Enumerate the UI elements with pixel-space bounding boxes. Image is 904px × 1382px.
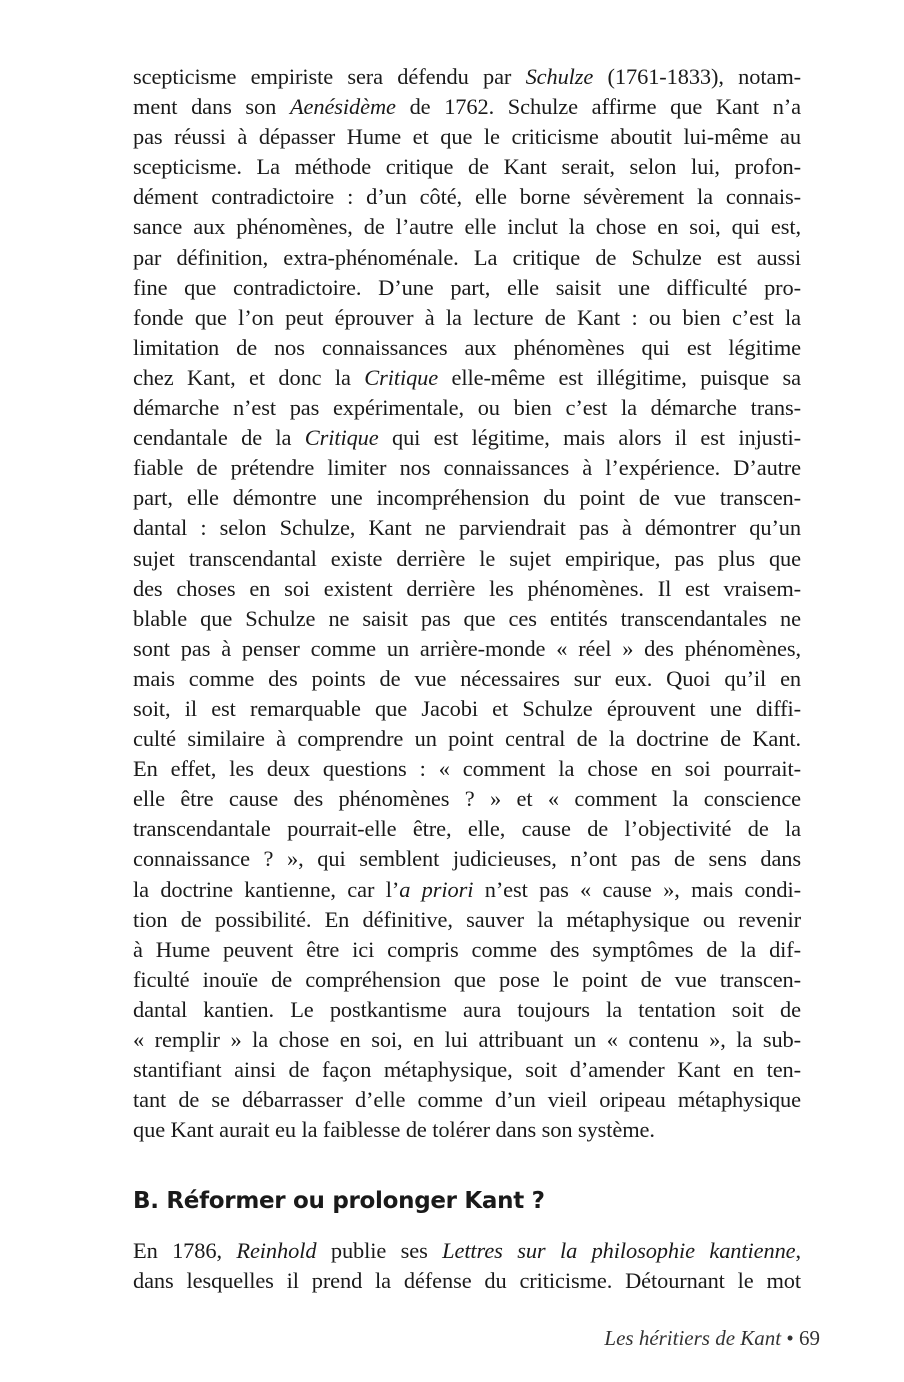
- running-title: Les héritiers de Kant: [604, 1326, 782, 1350]
- section-heading: B. Réformer ou prolonger Kant ?: [133, 1188, 545, 1214]
- text-line: tant de se débarrasser d’elle comme d’un vieil oripeau métaphysique: [133, 1087, 801, 1113]
- text-line: dément contradictoire : d’un côté, elle borne sévèrement la connais-: [133, 184, 801, 210]
- second-paragraph: [133, 1236, 801, 1296]
- text-line: pas réussi à dépasser Hume et que le criticisme aboutit lui-même au: [133, 124, 801, 150]
- text-line: stantifiant ainsi de façon métaphysique, soit d’amender Kant en ten-: [133, 1057, 801, 1083]
- text-line: sujet transcendantal existe derrière le sujet empirique, pas plus que: [133, 545, 801, 571]
- text-line: « remplir » la chose en soi, en lui attribuant un « contenu », la sub-: [133, 1027, 801, 1052]
- text-line: fine que contradictoire. D’une part, elle saisit une difficulté pro-: [133, 274, 801, 300]
- text-line: soit, il est remarquable que Jacobi et Schulze éprouvent une diffi-: [133, 695, 801, 721]
- text-line: elle être cause des phénomènes ? » et « comment la conscience: [133, 786, 801, 812]
- text-line: tion de possibilité. En définitive, sauver la métaphysique ou revenir: [133, 906, 801, 932]
- text-line: En 1786, Reinhold publie ses Lettres sur la philosophie kantienne,: [133, 1238, 802, 1263]
- text-line: limitation de nos connaissances aux phénomènes qui est légitime: [133, 334, 801, 360]
- text-line: En effet, les deux questions : « comment la chose en soi pourrait-: [133, 756, 801, 782]
- text-line: que Kant aurait eu la faiblesse de tolérer dans son système.: [133, 1117, 655, 1143]
- text-line: scepticisme empiriste sera défendu par Schulze (1761-1833), notam-: [133, 64, 801, 89]
- text-line: transcendantale pourrait-elle être, elle, cause de l’objectivité de la: [133, 816, 801, 842]
- text-line: dantal : selon Schulze, Kant ne parviendrait pas à démontrer qu’un: [133, 515, 801, 541]
- text-line: dantal kantien. Le postkantisme aura toujours la tentation soit de: [133, 996, 801, 1022]
- text-line: cendantale de la Critique qui est légitime, mais alors il est injusti-: [133, 425, 801, 451]
- text-line: par définition, extra-phénoménale. La critique de Schulze est aussi: [133, 244, 801, 270]
- text-line: la doctrine kantienne, car l’a priori n’est pas « cause », mais condi-: [133, 876, 801, 902]
- main-paragraph: [133, 62, 801, 1145]
- text-line: des choses en soi existent derrière les phénomènes. Il est vraisem-: [133, 575, 801, 601]
- text-line: démarche n’est pas expérimentale, ou bien c’est la démarche trans-: [133, 395, 801, 421]
- text-line: ment dans son Aenésidème de 1762. Schulze affirme que Kant n’a: [133, 94, 802, 120]
- text-line: connaissance ? », qui semblent judicieuses, n’ont pas de sens dans: [133, 846, 801, 872]
- text-line: sance aux phénomènes, de l’autre elle inclut la chose en soi, qui est,: [133, 214, 801, 240]
- text-line: chez Kant, et donc la Critique elle-même est illégitime, puisque sa: [133, 364, 801, 390]
- text-line: blable que Schulze ne saisit pas que ces entités transcendantales ne: [133, 605, 801, 631]
- text-line: mais comme des points de vue nécessaires sur eux. Quoi qu’il en: [133, 665, 801, 691]
- text-line: fonde que l’on peut éprouver à la lecture de Kant : ou bien c’est la: [133, 304, 801, 330]
- footer-separator: •: [786, 1326, 794, 1350]
- text-line: scepticisme. La méthode critique de Kant serait, selon lui, profon-: [133, 154, 801, 180]
- page-footer: [604, 1324, 820, 1352]
- text-line: culté similaire à comprendre un point central de la doctrine de Kant.: [133, 726, 801, 752]
- text-line: fiable de prétendre limiter nos connaissances à l’expérience. D’autre: [133, 455, 801, 481]
- page-number: 69: [799, 1326, 820, 1350]
- text-line: ficulté inouïe de compréhension que pose le point de vue transcen-: [133, 966, 801, 992]
- text-line: à Hume peuvent être ici compris comme des symptômes de la dif-: [133, 936, 801, 962]
- text-line: part, elle démontre une incompréhension du point de vue transcen-: [133, 485, 801, 511]
- text-line: dans lesquelles il prend la défense du criticisme. Détournant le mot: [133, 1268, 801, 1294]
- text-line: sont pas à penser comme un arrière-monde « réel » des phénomènes,: [133, 635, 801, 661]
